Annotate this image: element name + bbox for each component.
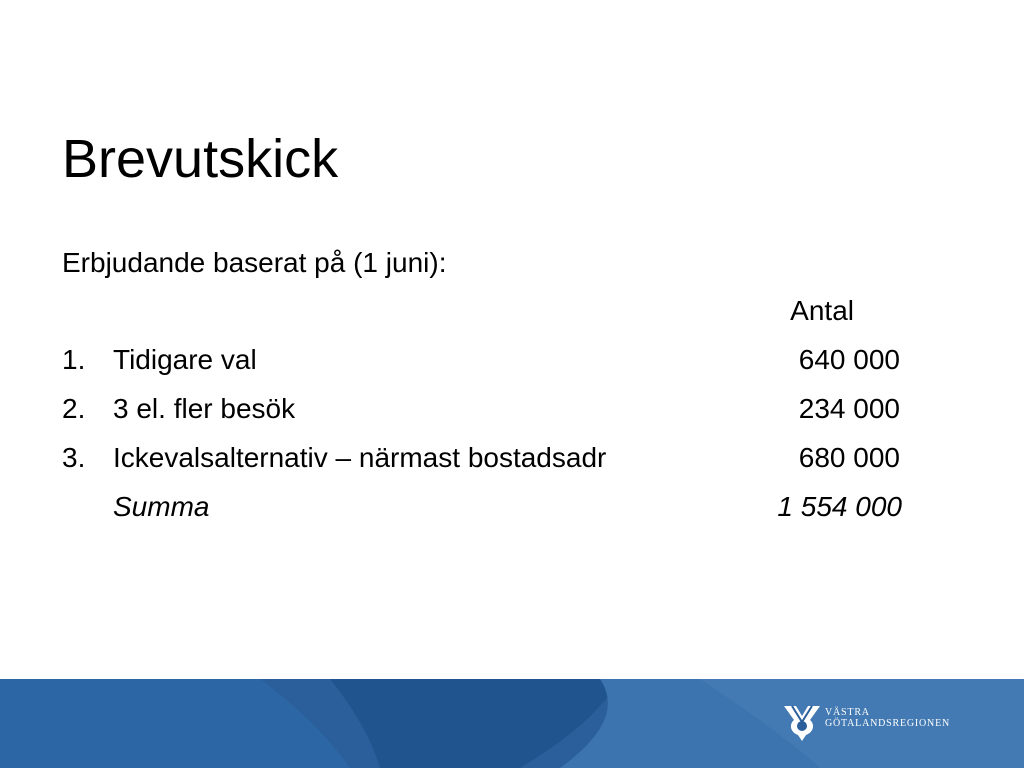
list-item-value: 234 000 bbox=[798, 393, 900, 424]
list-item-label: Tidigare val bbox=[113, 344, 257, 375]
logo-mark-icon bbox=[782, 702, 822, 742]
slide-title: Brevutskick bbox=[62, 129, 339, 189]
list-item-number: 1. bbox=[62, 344, 86, 375]
sum-row bbox=[0, 487, 1024, 527]
sum-value: 1 554 000 bbox=[777, 491, 902, 522]
column-header-antal: Antal bbox=[790, 295, 854, 326]
logo-line-2: GÖTALANDSREGIONEN bbox=[825, 718, 951, 729]
list-item-label: 3 el. fler besök bbox=[113, 393, 296, 424]
list-item-label: Ickevalsalternativ – närmast bostadsadr bbox=[113, 442, 607, 473]
list-item bbox=[0, 389, 1024, 429]
list-item-number: 3. bbox=[62, 442, 86, 473]
sum-label: Summa bbox=[113, 491, 210, 522]
list-item bbox=[0, 340, 1024, 380]
list-item-value: 680 000 bbox=[798, 442, 900, 473]
vgregion-logo bbox=[782, 702, 982, 744]
list-item bbox=[0, 438, 1024, 478]
list-item-number: 2. bbox=[62, 393, 86, 424]
logo-text bbox=[825, 707, 950, 729]
list-item-value: 640 000 bbox=[798, 344, 900, 375]
intro-text: Erbjudande baserat på (1 juni): bbox=[62, 247, 447, 278]
column-header-row bbox=[0, 291, 1024, 331]
logo-line-1: VÄSTRA bbox=[825, 707, 870, 718]
